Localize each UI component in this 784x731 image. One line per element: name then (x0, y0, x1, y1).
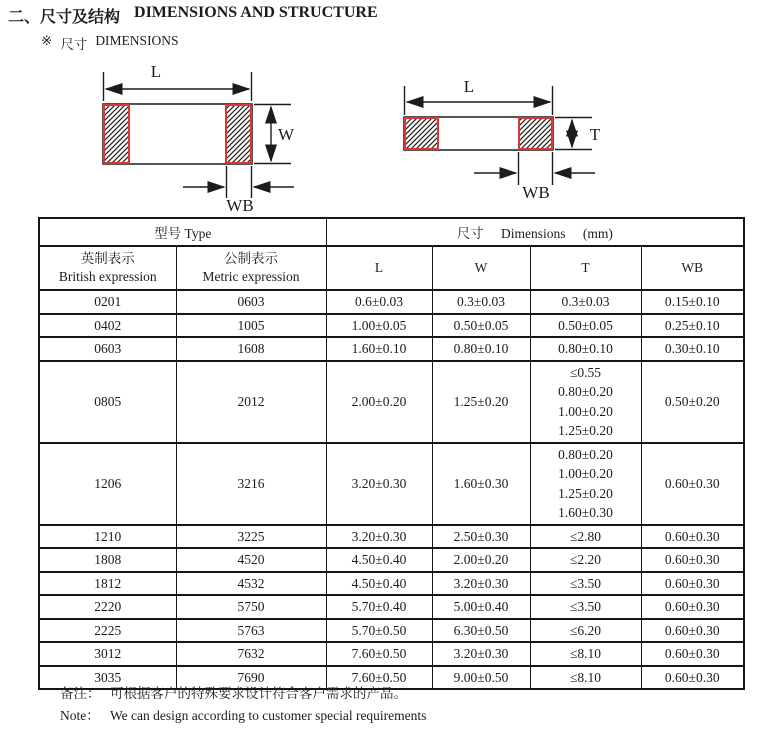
cell-value: 1608 (237, 341, 265, 356)
cell-w (432, 361, 530, 443)
side-view-diagram (404, 77, 601, 202)
cell-value: 0.60±0.30 (664, 646, 720, 661)
cell-l (326, 361, 432, 443)
cell-wb (641, 361, 744, 443)
cell-value: 0.6±0.03 (355, 294, 403, 309)
cell-value: 2.00±0.20 (351, 393, 407, 409)
cell-l (326, 595, 432, 619)
cell-l (326, 443, 432, 525)
cell-metric (176, 548, 326, 572)
cell-w (432, 337, 530, 361)
cell-value: ≤3.50 (569, 599, 602, 614)
col-header-w: W (432, 246, 530, 290)
cell-t (530, 619, 641, 643)
cell-british (39, 548, 176, 572)
cell-value: 0.50±0.05 (453, 317, 509, 333)
cell-w (432, 314, 530, 338)
cell-t (530, 361, 641, 443)
cell-value: 2.00±0.20 (453, 552, 509, 567)
cell-l (326, 337, 432, 361)
cell-value: 0.60±0.30 (664, 552, 720, 567)
cell-value: 2225 (94, 622, 122, 638)
notes (60, 683, 426, 726)
cell-value: 4520 (237, 552, 265, 567)
cell-value: 7690 (237, 669, 265, 685)
subsection-title-zh: 尺寸 (60, 37, 88, 52)
cell-w (432, 619, 530, 643)
cell-w (432, 666, 530, 690)
cell-l (326, 572, 432, 596)
cell-value: ≤2.80 (569, 528, 602, 544)
col-header-t: T (530, 246, 641, 290)
cell-british (39, 525, 176, 549)
cell-w (432, 642, 530, 666)
cell-value: 6.30±0.50 (453, 622, 509, 638)
dimension-label-l: L (463, 77, 475, 96)
cell-value: 2012 (237, 393, 265, 409)
cell-l (326, 290, 432, 314)
cell-wb (641, 666, 744, 690)
cell-wb (641, 443, 744, 525)
cell-w (432, 548, 530, 572)
cell-british (39, 337, 176, 361)
table-row (39, 548, 744, 572)
cell-l (326, 548, 432, 572)
dimension-label-wb: WB (522, 183, 550, 202)
col-header-british-zh: 英制表示 (80, 251, 135, 266)
cell-t (530, 314, 641, 338)
cell-t (530, 525, 641, 549)
cell-value: ≤8.10 (569, 669, 602, 685)
reference-mark-icon: ※ (41, 33, 53, 48)
cell-british (39, 290, 176, 314)
terminal-pad-left (405, 118, 438, 149)
cell-value: 3.20±0.30 (351, 475, 407, 491)
col-header-british-en: British expression (58, 269, 157, 284)
cell-value: 1.25±0.20 (558, 423, 613, 438)
note-label-zh: 备注： (60, 686, 101, 701)
cell-metric (176, 525, 326, 549)
table-row (39, 572, 744, 596)
cell-value: 5.70±0.40 (351, 599, 407, 614)
cell-value: 7.60±0.50 (351, 646, 407, 661)
dimensions-table (38, 217, 745, 690)
cell-value: 7.60±0.50 (351, 669, 407, 685)
cell-t (530, 595, 641, 619)
cell-wb (641, 290, 744, 314)
table-column-header-row (39, 246, 744, 290)
cell-w (432, 525, 530, 549)
cell-british (39, 642, 176, 666)
cell-value: 4.50±0.40 (351, 552, 407, 567)
cell-value: 9.00±0.50 (453, 669, 509, 685)
table-group-header-row (39, 218, 744, 246)
cell-value: 0.60±0.30 (664, 575, 720, 591)
cell-metric (176, 361, 326, 443)
cell-metric (176, 595, 326, 619)
cell-value: 0.60±0.30 (664, 528, 720, 544)
cell-value: 3216 (237, 475, 265, 491)
table-row (39, 290, 744, 314)
cell-value: 2220 (94, 599, 122, 614)
cell-value: 0.80±0.20 (558, 446, 613, 462)
cell-value: 2.50±0.30 (453, 528, 509, 544)
cell-value: 0.80±0.10 (453, 341, 509, 356)
cell-w (432, 572, 530, 596)
cell-value: 0.3±0.03 (457, 294, 505, 309)
cell-wb (641, 595, 744, 619)
cell-t (530, 548, 641, 572)
cell-british (39, 443, 176, 525)
cell-value: 0.3±0.03 (561, 294, 610, 309)
cell-value: 5.00±0.40 (453, 599, 509, 614)
cell-value: 0805 (94, 393, 122, 409)
col-header-british (39, 246, 176, 290)
cell-t (530, 337, 641, 361)
cell-value: 5763 (237, 622, 265, 638)
cell-l (326, 525, 432, 549)
terminal-pad-right (226, 105, 251, 163)
cell-l (326, 619, 432, 643)
cell-t (530, 642, 641, 666)
cell-value: ≤3.50 (569, 575, 602, 591)
cell-metric (176, 290, 326, 314)
cell-value: 1210 (94, 528, 122, 544)
top-view-diagram (103, 62, 295, 215)
col-header-metric (176, 246, 326, 290)
terminal-pad-left (104, 105, 129, 163)
cell-w (432, 290, 530, 314)
cell-value: 5.70±0.50 (351, 622, 407, 638)
table-row (39, 642, 744, 666)
cell-value: 0402 (94, 317, 122, 333)
cell-value: 1.60±0.10 (351, 341, 407, 356)
cell-t (530, 572, 641, 596)
cell-metric (176, 337, 326, 361)
cell-t (530, 290, 641, 314)
cell-british (39, 595, 176, 619)
cell-value: 0.50±0.20 (664, 393, 720, 409)
cell-value: 4.50±0.40 (351, 575, 407, 591)
cell-wb (641, 337, 744, 361)
cell-value: 1.00±0.05 (351, 317, 407, 333)
dimension-diagrams (0, 55, 784, 217)
cell-value: ≤8.10 (569, 646, 602, 661)
cell-value: 0.60±0.30 (664, 599, 720, 614)
cell-metric (176, 572, 326, 596)
cell-metric (176, 314, 326, 338)
cell-value: 7632 (237, 646, 265, 661)
cell-wb (641, 314, 744, 338)
cell-value: 3035 (94, 669, 122, 685)
cell-value: 0603 (237, 294, 265, 309)
cell-value: 0.60±0.30 (664, 669, 720, 685)
cell-metric (176, 619, 326, 643)
section-title (8, 4, 378, 27)
table-row (39, 619, 744, 643)
cell-value: 0.30±0.10 (664, 341, 720, 356)
dimension-label-wb: WB (226, 196, 254, 215)
cell-value: 5750 (237, 599, 265, 614)
terminal-pad-right (519, 118, 552, 149)
cell-value: 0603 (94, 341, 122, 356)
cell-value: 3225 (237, 528, 265, 544)
cell-wb (641, 642, 744, 666)
cell-value: 1.25±0.20 (453, 393, 509, 409)
cell-british (39, 572, 176, 596)
cell-value: 0.15±0.10 (664, 294, 720, 309)
subsection-title (41, 33, 179, 53)
cell-value: 0.80±0.10 (558, 341, 613, 356)
cell-value: 3.20±0.30 (453, 575, 509, 591)
cell-value: 0.60±0.30 (664, 622, 720, 638)
table-row (39, 361, 744, 443)
cell-british (39, 314, 176, 338)
cell-t (530, 443, 641, 525)
cell-value: 1206 (94, 475, 122, 491)
note-text-zh: 可根据客户的特殊要求设计符合客户需求的产品。 (110, 686, 407, 701)
cell-value: 1.60±0.30 (453, 475, 509, 491)
cell-wb (641, 525, 744, 549)
cell-w (432, 443, 530, 525)
col-header-l: L (326, 246, 432, 290)
table-row (39, 337, 744, 361)
cell-value: 0201 (94, 294, 122, 309)
col-header-wb: WB (641, 246, 744, 290)
cell-value: 3.20±0.30 (453, 646, 509, 661)
section-title-zh: 二、尺寸及结构 (8, 9, 121, 26)
cell-value: ≤6.20 (569, 622, 602, 638)
cell-l (326, 642, 432, 666)
cell-wb (641, 619, 744, 643)
note-line-zh (60, 683, 426, 705)
cell-british (39, 361, 176, 443)
cell-value: 0.60±0.30 (664, 475, 720, 491)
cell-value: 1005 (237, 317, 265, 333)
cell-value: 1.60±0.30 (558, 505, 613, 520)
cell-l (326, 314, 432, 338)
note-text-en: We can design according to customer special requirements (110, 707, 427, 723)
cell-value: 0.25±0.10 (664, 317, 720, 333)
table-row (39, 314, 744, 338)
note-label-en: Note： (60, 707, 100, 723)
dimension-label-l: L (150, 62, 162, 81)
cell-value: 1812 (94, 575, 122, 591)
note-line-en (60, 705, 426, 727)
dimensions-table-body (39, 290, 744, 689)
subsection-title-en: DIMENSIONS (95, 33, 179, 48)
cell-value: 1.25±0.20 (558, 485, 613, 501)
table-row (39, 595, 744, 619)
cell-british (39, 619, 176, 643)
type-group-header: 型号 Type (39, 218, 326, 246)
cell-value: ≤0.55 (569, 364, 602, 380)
cell-value: 0.80±0.20 (558, 384, 613, 399)
cell-wb (641, 548, 744, 572)
cell-value: 0.50±0.05 (558, 317, 613, 333)
cell-metric (176, 443, 326, 525)
cell-t (530, 666, 641, 690)
cell-w (432, 595, 530, 619)
dimension-label-w: W (277, 125, 295, 144)
table-row (39, 525, 744, 549)
table-row (39, 443, 744, 525)
cell-wb (641, 572, 744, 596)
dimension-label-t: T (589, 125, 601, 144)
cell-value: 3.20±0.30 (351, 528, 407, 544)
dimensions-group-header: 尺寸 Dimensions (mm) (326, 218, 744, 246)
cell-metric (176, 642, 326, 666)
cell-value: 3012 (94, 646, 122, 661)
cell-value: ≤2.20 (569, 552, 602, 567)
col-header-metric-zh: 公制表示 (224, 251, 278, 266)
cell-value: 4532 (237, 575, 265, 591)
cell-value: 1.00±0.20 (558, 403, 613, 419)
cell-value: 1.00±0.20 (558, 466, 613, 481)
cell-value: 1808 (94, 552, 122, 567)
section-title-en: DIMENSIONS AND STRUCTURE (134, 4, 378, 21)
col-header-metric-en: Metric expression (202, 269, 300, 284)
